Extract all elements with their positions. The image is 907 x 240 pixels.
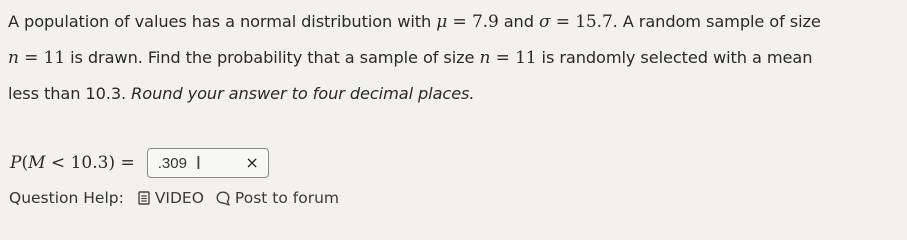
- sigma-expression: [539, 12, 613, 32]
- paren-equals: ) =: [108, 153, 135, 173]
- prob-symbol: P: [10, 153, 22, 173]
- n-value: 11: [515, 48, 537, 68]
- n-symbol: n: [479, 48, 491, 68]
- problem-line-2: [8, 40, 903, 76]
- sigma-value: 15.7: [575, 12, 613, 32]
- equals-sign: =: [447, 12, 472, 32]
- document-icon: [138, 191, 150, 205]
- answer-label: [10, 153, 135, 173]
- paren: (: [21, 153, 29, 173]
- problem-line-3: [8, 76, 903, 112]
- mu-expression: [436, 12, 498, 32]
- problem-text: is randomly selected with a mean: [536, 48, 813, 67]
- less-than: <: [45, 153, 71, 173]
- mu-symbol: μ: [436, 12, 448, 32]
- video-link[interactable]: [138, 189, 204, 207]
- problem-text: . A random sample of size: [612, 12, 821, 31]
- problem-text: A population of values has a normal distribution with: [8, 12, 437, 31]
- n-expression: [479, 48, 536, 68]
- and-text: and: [498, 12, 539, 31]
- problem-statement: [8, 4, 903, 112]
- equals-sign: =: [18, 48, 44, 68]
- video-link-label: VIDEO: [154, 189, 204, 207]
- mu-value: 7.9: [471, 12, 499, 32]
- equals-sign: =: [490, 48, 516, 68]
- answer-input[interactable]: [148, 152, 202, 174]
- clear-answer-icon[interactable]: ×: [245, 153, 259, 172]
- text-cursor-icon: I: [195, 152, 202, 174]
- threshold-value: 10.3: [70, 153, 109, 173]
- n-symbol: n: [8, 48, 19, 68]
- problem-text: less than 10.3.: [8, 84, 132, 103]
- answer-row: [10, 146, 269, 180]
- problem-line-1: [8, 4, 903, 40]
- post-to-forum-link[interactable]: [216, 189, 339, 207]
- n-expression: [8, 48, 65, 68]
- post-to-forum-label: Post to forum: [234, 189, 340, 207]
- problem-text: is drawn. Find the probability that a sample of size: [65, 48, 480, 67]
- question-help-label: Question Help:: [9, 189, 124, 207]
- n-value: 11: [43, 48, 66, 68]
- speech-bubble-icon: [216, 191, 230, 206]
- equals-sign: =: [550, 12, 576, 32]
- question-help: [9, 185, 351, 211]
- answer-field[interactable]: [147, 148, 269, 178]
- mean-symbol: M: [28, 153, 46, 173]
- rounding-instruction: Round your answer to four decimal places.: [131, 84, 475, 103]
- sigma-symbol: σ: [538, 12, 551, 32]
